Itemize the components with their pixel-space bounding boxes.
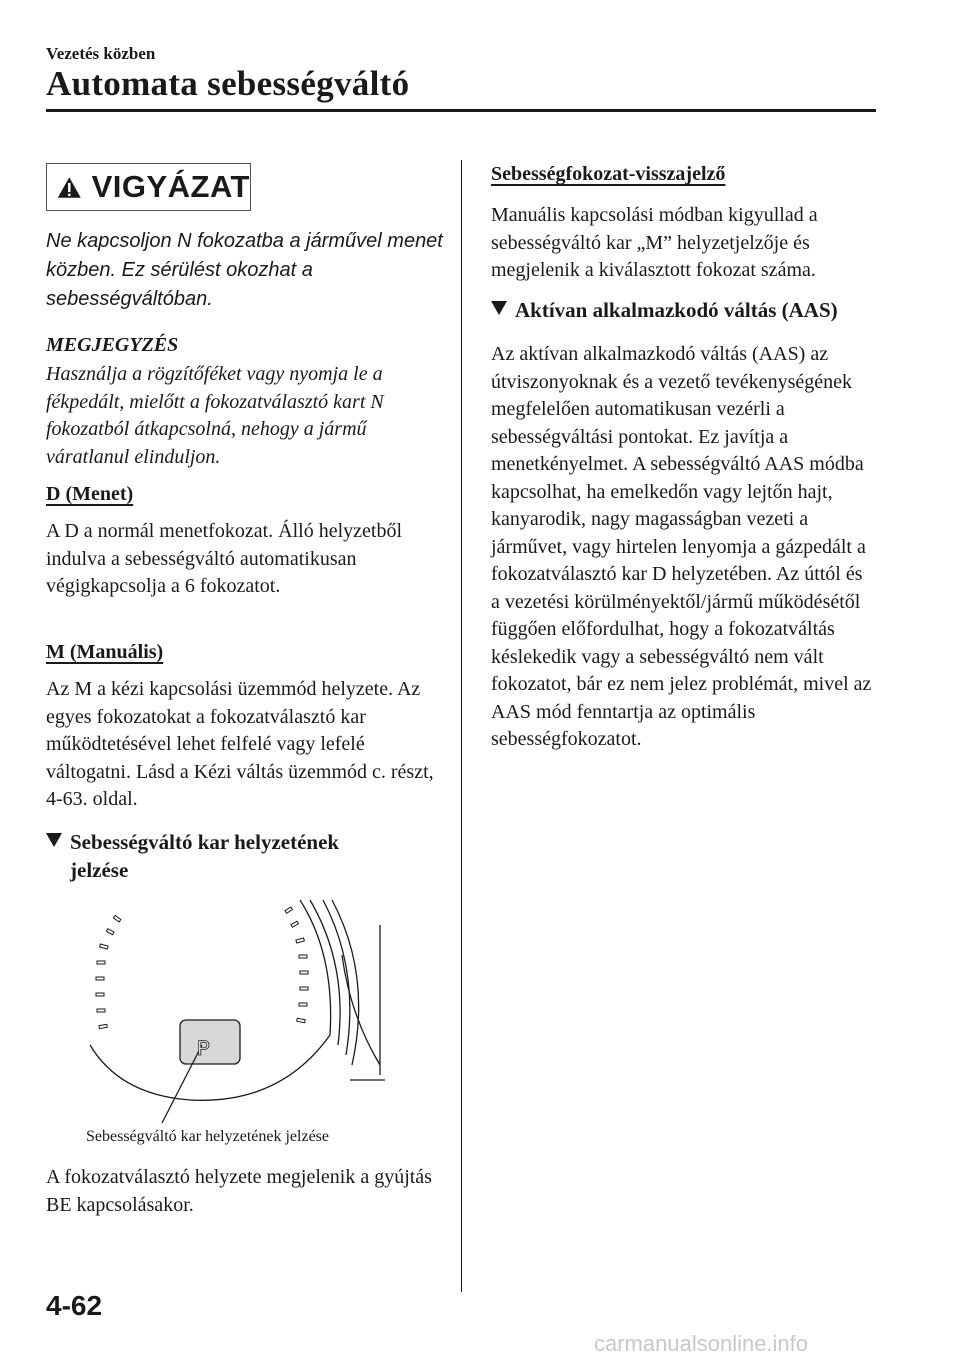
note-text: Használja a rögzítőféket vagy nyomja le a fékpedált, mielőtt a fokozatválasztó kart N fokozatból átkapcsolná, nehogy a jármű váratlanul elinduljon. <box>46 363 384 468</box>
caution-label: VIGYÁZAT <box>91 169 250 204</box>
aas-text: Az aktívan alkalmazkodó váltás (AAS) az útviszonyoknak és a vezető tevékenységének megfelelően automatikusan vezérli a sebességváltási pontokat. Ez javítja a menetkényelmet. A sebességváltó AAS módba kapcsolhat, ha emelkedőn vagy lejtőn hajt, kanyarodik, nagy magasságban vezeti a járművet, vagy hirtelen lenyomja a gázpedált a fokozatválasztó kar D helyzetében. Az úttól és a vezetési körülményektől/jármű működésétől függően előfordulhat, hogy a fokozatváltás késlekedik vagy a sebességváltó nem vált fokozatot, bár ez nem jelez problémát, mivel az AAS mód fenntartja az optimális sebességfokozatot. <box>491 343 872 750</box>
gear-indicator-heading: Sebességfokozat-visszajelző <box>491 163 726 185</box>
page-title: Automata sebességváltó <box>46 64 410 103</box>
manual-text: Az M a kézi kapcsolási üzemmód helyzete. Az egyes fokozatokat a fokozatválasztó kar működtetésével lehet felfelé vagy lefelé váltogatni. Lásd a Kézi váltás üzemmód c. részt, 4-63. oldal. <box>46 678 434 810</box>
caution-box <box>46 163 251 211</box>
header-rule <box>46 109 876 112</box>
warning-icon <box>57 174 82 201</box>
figure-caption: Sebességváltó kar helyzetének jelzése <box>86 1128 329 1145</box>
drive-text: A D a normál menetfokozat. Álló helyzetből indulva a sebességváltó automatikusan végigkapcsolja a 6 fokozatot. <box>46 520 403 597</box>
aas-heading: Aktívan alkalmazkodó váltás (AAS) <box>491 296 886 324</box>
drive-heading: D (Menet) <box>46 483 134 505</box>
running-header: Vezetés közben <box>46 44 156 63</box>
triangle-bullet-icon <box>46 833 62 847</box>
gear-indicator-text: Manuális kapcsolási módban kigyullad a sebességváltó kar „M” helyzetjelzője és megjelenik a kiválasztott fokozat száma. <box>491 204 818 281</box>
indicator-text: A fokozatválasztó helyzete megjelenik a gyújtás BE kapcsolásakor. <box>46 1166 432 1216</box>
manual-heading: M (Manuális) <box>46 641 164 663</box>
triangle-bullet-icon <box>491 301 507 315</box>
indicator-heading: Sebességváltó kar helyzetének jelzése <box>46 828 446 884</box>
gear-display-char: P <box>197 1037 211 1062</box>
watermark: carmanualsonline.info <box>594 1331 809 1356</box>
page-number: 4-62 <box>46 1290 103 1321</box>
caution-text: Ne kapcsoljon N fokozatba a járművel menet közben. Ez sérülést okozhat a sebességváltóban. <box>46 230 443 310</box>
note-title: MEGJEGYZÉS <box>46 334 179 356</box>
gear-indicator-illustration <box>80 895 390 1130</box>
column-divider <box>461 160 462 1292</box>
